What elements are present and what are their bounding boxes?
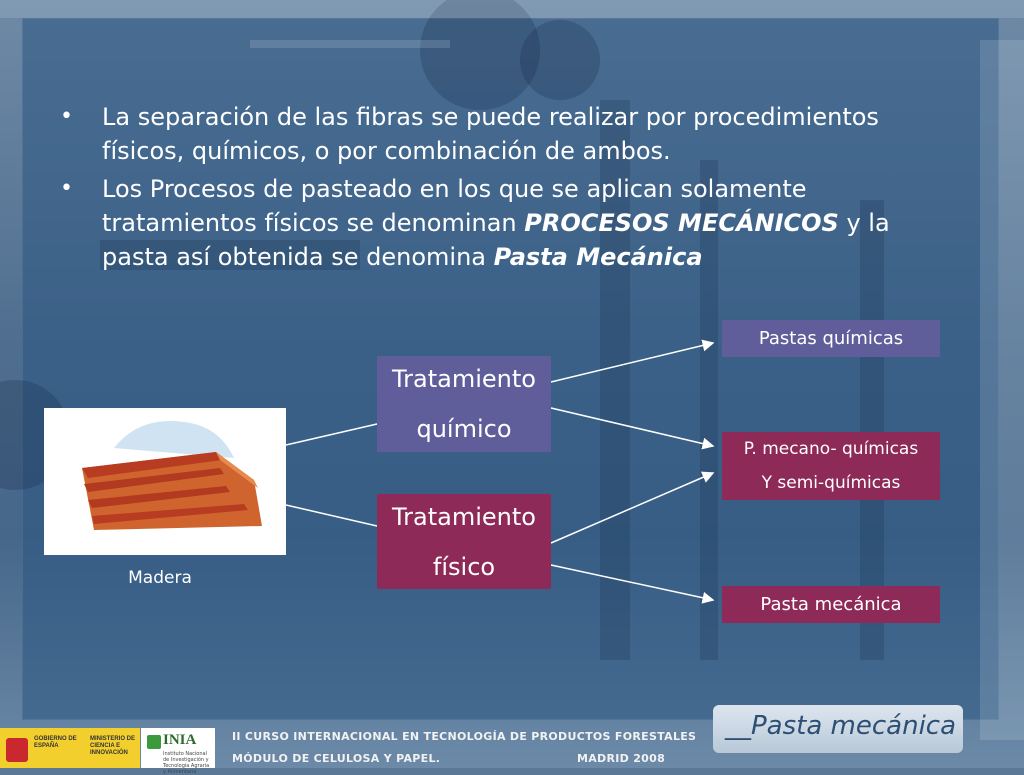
semichemical-pulps-box — [722, 432, 940, 500]
course-title: II CURSO INTERNACIONAL EN TECNOLOGÍA DE PRODUCTOS FORESTALES — [232, 730, 697, 743]
bullet-item — [58, 100, 958, 168]
place-date: MADRID 2008 — [577, 752, 666, 765]
government-logo — [0, 728, 140, 768]
bullet-item — [58, 172, 958, 274]
ministry-logo-text: MINISTERIO DE CIENCIA E INNOVACIÓN — [90, 736, 136, 756]
chemical-treatment-box — [377, 356, 551, 452]
bullet-dot: • — [60, 176, 73, 201]
bullet-dot: • — [60, 104, 73, 129]
semichemical-line2: Y semi-químicas — [761, 473, 901, 493]
chemical-pulps-label: Pastas químicas — [758, 327, 904, 349]
mechanical-pulp-label: Pasta mecánica — [760, 593, 902, 615]
wood-stack-image — [44, 408, 286, 555]
physical-treatment-line1: Tratamiento — [392, 502, 536, 531]
wood-label: Madera — [128, 568, 192, 588]
slide-title-box — [713, 705, 963, 753]
chemical-treatment-line2: químico — [416, 415, 512, 443]
physical-treatment-line2: físico — [432, 552, 496, 581]
semichemical-line1: P. mecano- químicas — [743, 439, 919, 459]
module-title: MÓDULO DE CELULOSA Y PAPEL. — [232, 752, 441, 765]
mechanical-pulp-box — [722, 586, 940, 623]
chemical-pulps-box — [722, 320, 940, 357]
emphasis-procesos-mecanicos: PROCESOS MECÁNICOS — [524, 209, 839, 237]
inia-logo — [141, 728, 215, 775]
spain-crest-icon — [6, 738, 28, 762]
bullet-text: La separación de las fibras se puede realizar por procedimientos físicos, químicos, o por combinación de ambos. — [102, 103, 879, 165]
inia-logo-text: INIA — [163, 732, 197, 748]
bullet-text-mid: y la pasta así obtenida se denomina — [102, 209, 890, 271]
bullet-list — [58, 100, 958, 278]
chemical-treatment-line1: Tratamiento — [392, 365, 536, 393]
inia-logo-subtext: Instituto Nacional de Investigación y Tecnología Agraria y Alimentaria — [163, 751, 210, 775]
government-logo-text: GOBIERNO DE ESPAÑA — [34, 736, 77, 749]
slide-title: __Pasta mecánica — [725, 711, 957, 741]
inia-leaf-icon — [147, 735, 161, 749]
emphasis-pasta-mecanica: Pasta Mecánica — [493, 243, 703, 271]
bullet-text-start: Los Procesos de pasteado en los que se aplican solamente tratamientos físicos se denominan — [102, 175, 807, 237]
physical-treatment-box — [377, 494, 551, 589]
